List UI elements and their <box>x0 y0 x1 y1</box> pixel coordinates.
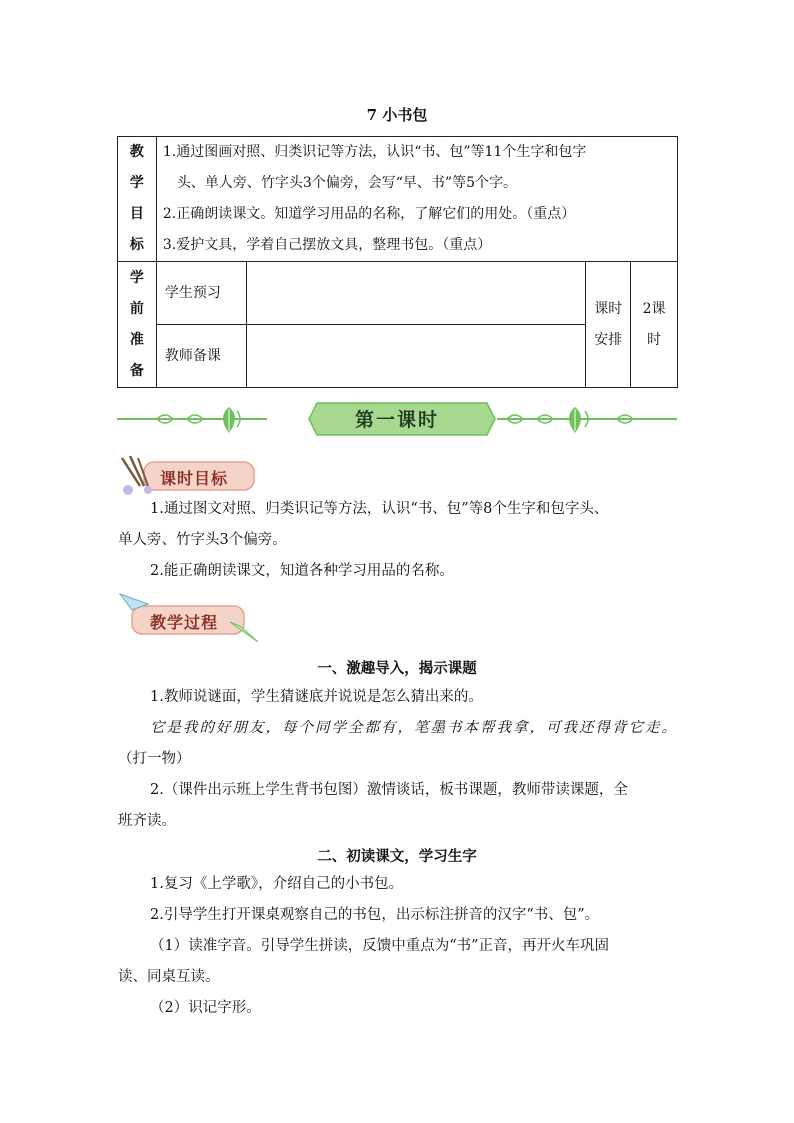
section-2-p3-line-1: （1）读准字音。引导学生拼读，反馈中重点为“书”正音，再开火车巩固 <box>150 938 610 954</box>
goals-label-char: 标 <box>129 237 144 253</box>
schedule-hours-line: 2课 <box>642 300 666 317</box>
section-1-p1: 1.教师说谜面，学生猜谜底并说说是怎么猜出来的。 <box>150 689 483 705</box>
section-1-p2-line-1: 2.（课件出示班上学生背书包图）激情谈话，板书课题，教师带读课题，全 <box>150 782 628 798</box>
goals-content <box>156 137 677 262</box>
prep-label-char: 备 <box>129 362 144 379</box>
lesson-banner <box>117 397 677 441</box>
section-2-p1: 1.复习《上学歌》，介绍自己的小书包。 <box>150 876 404 892</box>
prep-label <box>118 262 157 388</box>
section-1-heading: 一、激趣导入，揭示课题 <box>317 660 477 677</box>
objective-2: 2.能正确朗读课文，知道各种学习用品的名称。 <box>150 563 454 579</box>
section-1-p2-line-2: 班齐读。 <box>118 813 176 829</box>
riddle-text: 它是我的好朋友，每个同学全都有，笔墨书本帮我拿，可我还得背它走。 <box>150 720 678 736</box>
section-2-p4: （2）识记字形。 <box>150 1000 261 1016</box>
prep-label-char: 学 <box>129 269 144 286</box>
banner-title: 第一课时 <box>354 409 439 431</box>
prep-label-char: 准 <box>129 331 144 348</box>
schedule-hours-line: 时 <box>647 331 662 348</box>
teacher-prep-label: 教师备课 <box>156 325 247 388</box>
goals-label-char: 教 <box>129 144 144 160</box>
goals-label-char: 目 <box>129 206 144 222</box>
goal-1-line-1: 1.通过图画对照、归类识记等方法，认识“书、包”等11个生字和包字 <box>162 144 587 160</box>
section-2-heading: 二、初读课文，学习生字 <box>317 848 477 865</box>
schedule-label <box>586 262 631 388</box>
riddle-answer: （打一物） <box>118 751 191 767</box>
objectives-tag-label: 课时目标 <box>160 469 229 488</box>
goal-3: 3.爱护文具，学着自己摆放文具，整理书包。（重点） <box>162 237 492 253</box>
section-2-p3-line-2: 读、同桌互读。 <box>118 969 220 985</box>
objectives-tag <box>118 456 258 496</box>
student-prep-label: 学生预习 <box>156 262 247 325</box>
goal-2: 2.正确朗读课文。知道学习用品的名称，了解它们的用处。（重点） <box>162 206 576 222</box>
prep-label-char: 前 <box>129 300 144 317</box>
goal-1-line-2: 头、单人旁、竹字头3个偏旁，会写“早、书”等5个字。 <box>176 175 517 191</box>
schedule-label-line: 课时 <box>594 300 623 317</box>
section-2-p2: 2.引导学生打开课桌观察自己的书包，出示标注拼音的汉字“书、包”。 <box>150 907 600 923</box>
goals-label <box>118 137 157 262</box>
process-tag <box>118 592 268 644</box>
student-prep-cell <box>247 262 586 325</box>
schedule-label-line: 安排 <box>594 331 623 348</box>
process-tag-label: 教学过程 <box>150 613 219 632</box>
lesson-plan-table <box>117 136 678 388</box>
schedule-hours <box>631 262 678 388</box>
objective-1-line-2: 单人旁、竹字头3个偏旁。 <box>118 532 287 548</box>
teacher-prep-cell <box>247 325 586 388</box>
objective-1-line-1: 1.通过图文对照、归类识记等方法，认识“书、包”等8个生字和包字头、 <box>150 501 609 517</box>
goals-label-char: 学 <box>129 175 144 191</box>
page-title: 7 小书包 <box>366 106 428 124</box>
